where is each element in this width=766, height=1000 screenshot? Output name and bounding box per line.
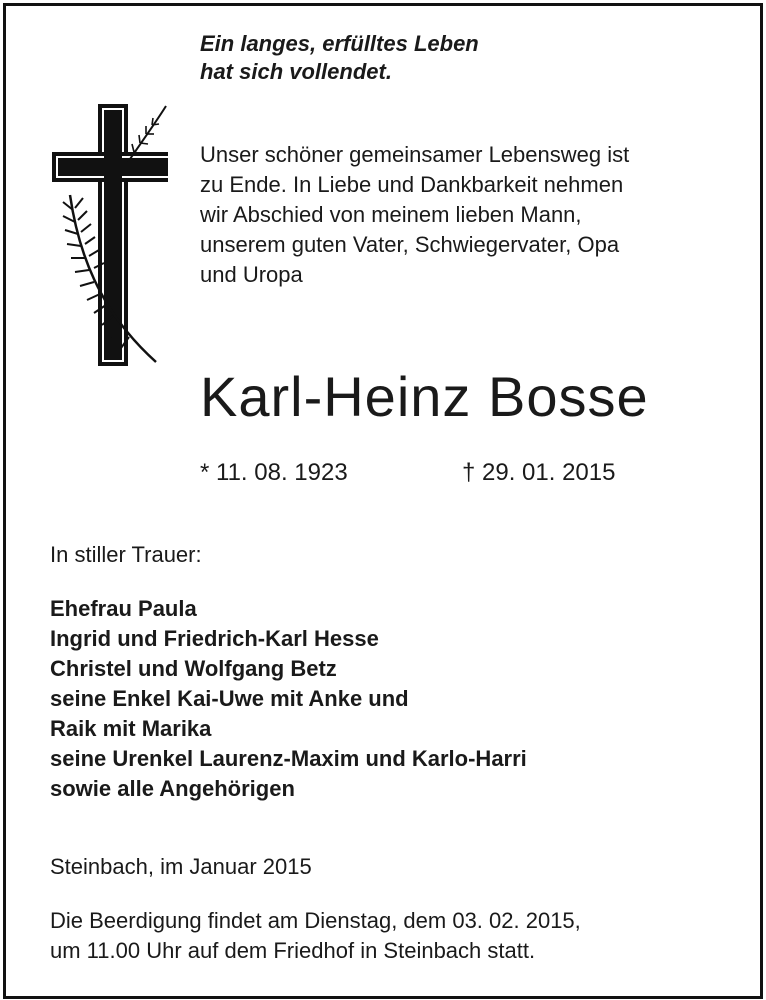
family-list: [50, 594, 527, 804]
intro-line: und Uropa: [200, 262, 303, 287]
family-member: seine Urenkel Laurenz-Maxim und Karlo-Harri: [50, 746, 527, 771]
place-date: Steinbach, im Januar 2015: [50, 854, 312, 879]
intro-line: Unser schöner gemeinsamer Lebensweg ist: [200, 142, 630, 167]
intro-text: [200, 140, 720, 290]
family-member: sowie alle Angehörigen: [50, 776, 295, 801]
family-member: Ehefrau Paula: [50, 596, 197, 621]
mourning-label: In stiller Trauer:: [50, 542, 202, 567]
family-member: seine Enkel Kai-Uwe mit Anke und: [50, 686, 409, 711]
intro-line: wir Abschied von meinem lieben Mann,: [200, 202, 582, 227]
birth-date: * 11. 08. 1923: [200, 459, 348, 486]
deceased-name: Karl-Heinz Bosse: [200, 365, 649, 428]
motto-line-2: hat sich vollendet.: [200, 59, 392, 84]
funeral-line: um 11.00 Uhr auf dem Friedhof in Steinbach statt.: [50, 938, 536, 963]
family-member: Raik mit Marika: [50, 716, 212, 741]
cross-with-palm-icon: [48, 100, 168, 370]
funeral-line: Die Beerdigung findet am Dienstag, dem 03. 02. 2015,: [50, 908, 581, 933]
funeral-info: [50, 906, 581, 966]
motto-line-1: Ein langes, erfülltes Leben: [200, 31, 479, 56]
motto: [200, 30, 479, 86]
death-date: † 29. 01. 2015: [462, 459, 616, 486]
intro-line: zu Ende. In Liebe und Dankbarkeit nehmen: [200, 172, 624, 197]
intro-line: unserem guten Vater, Schwiegervater, Opa: [200, 232, 620, 257]
family-member: Ingrid und Friedrich-Karl Hesse: [50, 626, 379, 651]
family-member: Christel und Wolfgang Betz: [50, 656, 337, 681]
